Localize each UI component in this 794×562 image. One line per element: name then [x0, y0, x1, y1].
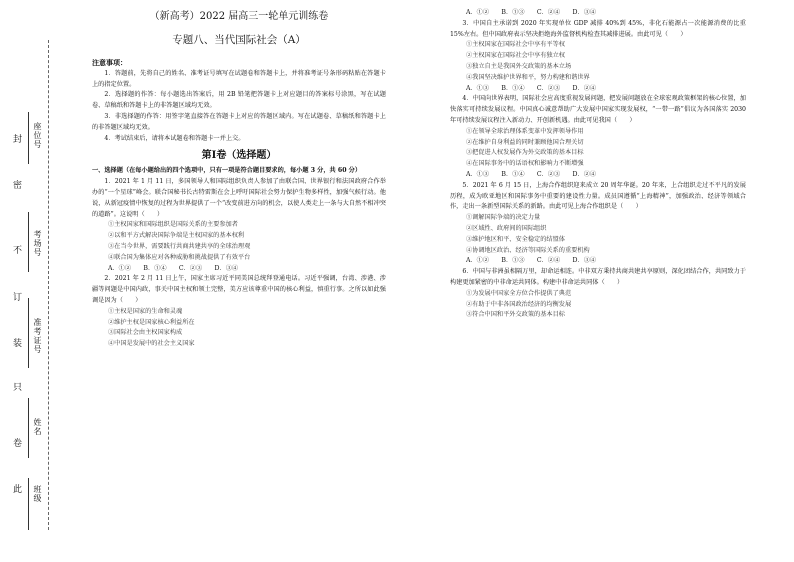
question-option: ②以和平方式解决国际争端是主权国家的基本权利 [108, 232, 245, 240]
question-stem: 1．2021 年 1 月 11 日，多国领导人和国际组织负责人参加了由联合国、世界银行和法国政府合作举办的“一个星球”峰会。联合国秘书长古特雷斯在会上呼吁国际社会努力保护生物多样性，加强气候行动。他说，从新冠疫情中恢复的过程为世界提供了一个“改变前进方向的机会，以使人类走上一条与大自然不相冲突的道路”。这说明（ ） [92, 178, 386, 218]
answer-choices: A．①② B．①③ C．②④ D．③④ [466, 257, 597, 265]
question-stem: 4．中国向世界表明，国际社会应高度重视发展问题，把发展问题放在全球宏观政策框架的核心位置，加快落实可持续发展议程。中国真心诚意帮助广大发展中国家实现发展权，“一带一路”倡议为各国落实 2030 年可持续发展议程注入新动力、开创新机遇。由此可见我国（ ） [450, 95, 746, 124]
notice-item: 3．非选择题的作答：用签字笔直接答在答题卡上对应的答题区域内。写在试题卷、草稿纸和答题卡上的非答题区域均无效。 [92, 112, 386, 131]
question-option: ④联合国为集体应对各种威胁和挑战提供了有效平台 [108, 253, 251, 261]
volume-title: 第Ⅰ卷（选择题） [201, 150, 277, 162]
question-option: ②区域性、政府间的国际组织 [466, 224, 547, 232]
question-option: ①调解国际争端的决定力量 [466, 214, 541, 222]
answer-choices: A．①③ B．①④ C．②③ D．②④ [466, 170, 597, 178]
left-column [92, 0, 386, 350]
seal-char: 卷 [13, 439, 23, 449]
seat-number-line [28, 112, 29, 164]
question-stem: 6．中国与非洲虽相隔万里，却命运相连。中非双方秉持共商共建共享原则，深化团结合作，共同致力于构建更加紧密的中非命运共同体。构建中非命运共同体（ ） [450, 268, 746, 286]
admission-number-line [28, 298, 29, 368]
exam-room-line [28, 212, 29, 272]
question-option: ①在领导全球治理体系变革中发挥领导作用 [466, 127, 584, 135]
admission-number-label: 准考证号 [33, 318, 42, 354]
answer-choices: A．①② B．①③ C．②④ D．③④ [466, 9, 597, 16]
question-option: ①主权国家在国际社会中享有平等权 [466, 41, 565, 49]
answer-choices: A．①② B．①④ C．②③ D．③④ [108, 264, 239, 272]
exam-title: （新高考）2022 届高三一轮单元训练卷 [149, 11, 329, 22]
notice-heading: 注意事项： [92, 58, 127, 67]
question-option: ④中国是发展中的社会主义国家 [108, 340, 195, 348]
notice-item: 4．考试结束后，请将本试题卷和答题卡一并上交。 [104, 134, 245, 142]
name-line [28, 398, 29, 458]
question-option: ①主权是国家的生命和灵魂 [108, 307, 183, 315]
question-stem: 2．2021 年 2 月 11 日上午，国家主席习近平同美国总统拜登通电话。习近平强调，台湾、涉港、涉疆等问题是中国内政，事关中国主权和领土完整，美方应该尊重中国的核心利益，慎重行事。之所以如此强调是因为（ ） [92, 275, 386, 304]
question-option: ③符合中国和平外交政策的基本目标 [466, 311, 565, 319]
question-option: ③独立自主是我国外交政策的基本立场 [466, 62, 572, 70]
seal-char: 订 [13, 293, 23, 303]
notice-item: 2．选择题的作答：每小题选出答案后，用 2B 铅笔把答题卡上对应题目的答案标号涂黑，写在试题卷、草稿纸和答题卡上的非答题区域均无效。 [92, 91, 386, 110]
class-line [28, 478, 29, 530]
seal-char: 封 [13, 135, 23, 145]
exam-subtitle: 专题八、当代国际社会（A） [172, 34, 306, 46]
question-stem: 5．2021 年 6 月 15 日，上海合作组织迎来成立 20 周年华诞。20 年来，上合组织走过不平凡的发展历程，成为欧亚地区和国际事务中重要的建设性力量。成员国遵循“上海精神”，加强政治、经济等领域合作，走出一条新型国际关系的新路。由此可见上海合作组织是（ ） [450, 181, 746, 211]
question-option: ③在当今世界，需要践行共商共建共享的全球治理观 [108, 242, 251, 250]
right-column [450, 0, 746, 321]
notice-item: 1．答题前，先将自己的姓名、准考证号填写在试题卷和答题卡上，并将准考证号条形码粘贴在答题卡上的指定位置。 [92, 69, 386, 88]
seal-char: 不 [13, 246, 23, 256]
question-option: ③把促进人权发展作为外交政策的基本目标 [466, 149, 584, 157]
question-option: ②在维护自身利益的同时兼顾他国合理关切 [466, 138, 584, 146]
seal-char: 此 [13, 485, 23, 495]
question-option: ①主权国家和国际组织是国际关系的主要参加者 [108, 221, 238, 229]
question-option: ④我国坚决维护世界和平，努力构建和谐世界 [466, 73, 590, 81]
seal-char: 装 [13, 339, 23, 349]
question-option: ②维护主权是国家核心利益所在 [108, 318, 195, 326]
seal-char: 密 [13, 181, 23, 191]
seat-number-label: 座位号 [33, 122, 42, 149]
question-option: ④协调地区政治、经济等国际关系的重要机构 [466, 246, 590, 254]
name-label: 姓名 [33, 418, 42, 436]
exam-room-label: 考场号 [33, 230, 42, 257]
seal-char: 只 [13, 383, 23, 393]
question-option: ②有助于中非各国政治经济的均衡发展 [466, 300, 572, 308]
answer-choices: A．①③ B．①④ C．②③ D．②④ [466, 84, 597, 92]
question-option: ②主权国家在国际社会中享有独立权 [466, 52, 565, 60]
class-label: 班级 [33, 485, 42, 503]
question-option: ①为发展中国家全方位合作提供了典范 [466, 289, 572, 297]
dashed-fold-line [48, 40, 49, 530]
question-stem: 3．中国自主承诺到 2020 年实现单位 GDP 减排 40%到 45%，非化石能源占一次能源消费的比重 15%左右。但中国政府表示坚决拒绝海外监督机构检查其减排进展。由此可见（ ） [450, 19, 746, 38]
question-option: ③维护地区和平、安全稳定的结盟体 [466, 235, 565, 243]
question-option: ④在国际事务中的话语权和影响力不断增强 [466, 160, 584, 168]
binding-margin [0, 0, 80, 562]
question-option: ③国际社会由主权国家构成 [108, 329, 183, 337]
section-heading: 一、选择题（在每小题给出的四个选项中，只有一项是符合题目要求的，每小题 3 分，共 60 分） [92, 167, 362, 175]
